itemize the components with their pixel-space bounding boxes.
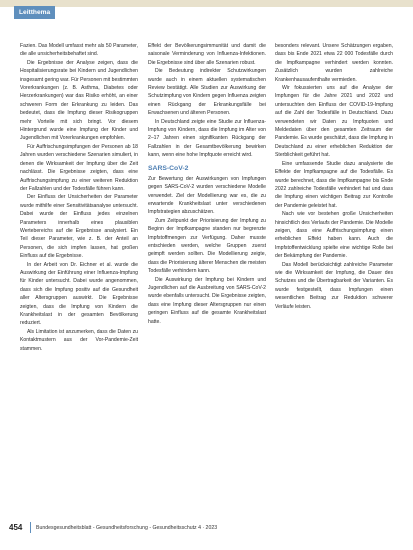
paragraph: Effekt der Bevölkerungsimmunität und damit die saisonale Verminderung von Influenza-Infektionen. Die Ergebnisse sind über alle Szenarien robust. (148, 43, 266, 66)
paragraph: Die Ergebnisse der Analyse zeigen, dass die Hospitalisierungsrate bei Kindern und Jugendlichen insgesamt gering war. Für Personen mit bestimmten Vorerkrankungen (z. B. Asthma, Diabetes oder Herzerkrankungen) war das Risiko erhöht, an einer schweren Form der Erkrankung zu leiden. Das bedeutet, dass die Impfung dieser Risikogruppen mehr Vorteile mit sich bringt. Vor diesem Hintergrund wurde eine Impfung der Kinder und Jugendlichen mit Vorerkrankungen empfohlen. (20, 59, 138, 142)
page-footer (0, 520, 413, 536)
paragraph: Zum Zeitpunkt der Priorisierung der Impfung zu Beginn der Impfkampagne standen nur begrenzte Impfstoffmengen zur Verfügung. Daher musste entschieden werden, welche Gruppen zuerst geimpft werden sollten. Die Modellierung zeigte, dass die Priorisierung älterer Menschen die meisten Todesfälle verhindern kann. (148, 217, 266, 275)
paragraph: In Deutschland zeigte eine Studie zur Influenza-Impfung von Kindern, dass die Impfung im Alter von 2–17 Jahren einen signifikanten Rückgang der Fallzahlen in der Gesamtbevölkerung bewirken kann, wenn eine hohe Impfquote erreicht wird. (148, 118, 266, 159)
paragraph: Als Limitation ist anzumerken, dass die Daten zu Kontaktmustern aus der Vor-Pandemie-Zeit stammen. (20, 328, 138, 352)
paragraph: In der Arbeit von Dr. Eichner et al. wurde die Auswirkung der Einführung einer Influenza-Impfung für Kinder untersucht. Dabei wurde angenommen, dass sich die Impfung positiv auf die Gesundheit aller Altersgruppen auswirkt. Die Ergebnisse zeigten, dass die Impfung von Kindern die Krankheitslast in der gesamten Bevölkerung reduziert. (20, 261, 138, 327)
text-column-2 (148, 42, 266, 326)
journal-citation: Bundesgesundheitsblatt - Gesundheitsforschung - Gesundheitsschutz 4 · 2023 (36, 525, 218, 531)
footer-divider (30, 522, 31, 533)
paragraph: Das Modell berücksichtigt zahlreiche Parameter wie die Wirksamkeit der Impfung, die Dauer des Schutzes und die Übertragbarkeit der Varianten. Es wurde festgestellt, dass Impfungen einen wesentlichen Beitrag zur Reduktion schwerer Verläufe leisten. (275, 261, 393, 310)
text-column-1 (20, 42, 138, 353)
section-heading: SARS-CoV-2 (148, 164, 189, 172)
paragraph: besonders relevant. Unsere Schätzungen ergaben, dass bis Ende 2021 etwa 22 000 Todesfälle durch die Impfkampagne verhindert werden konnten. Zusätzlich wurden zahlreiche Krankenhausaufenthalte vermieden. (275, 43, 393, 83)
paragraph: Fazien. Das Modell umfasst mehr als 50 Parameter, die alle unsicherheitsbehaftet sind. (20, 43, 138, 58)
page-number: 454 (9, 523, 23, 532)
top-color-band (0, 0, 413, 7)
paragraph: Eine umfassende Studie dazu analysierte die Effekte der Impfkampagne auf die Todesfälle. Es wurde berechnet, dass die Impfkampagne bis Ende 2022 zahlreiche Todesfälle verhindert hat und dass die Impfung einen wichtigen Beitrag zur Kontrolle der Pandemie geleistet hat. (275, 160, 393, 209)
paragraph: Die Auswirkung der Impfung bei Kindern und Jugendlichen auf die Ausbreitung von SARS-CoV-2 wurde ebenfalls untersucht. Die Ergebnisse zeigten, dass eine Impfung dieser Altersgruppen nur einen geringen Einfluss auf die gesamte Krankheitslast hatte. (148, 276, 266, 325)
paragraph: Die Bedeutung indirekter Schutzwirkungen wurde auch in einem aktuellen systematischen Review bestätigt. Alle Studien zur Auswirkung der Schutzimpfung von Kindern gegen Influenza zeigten einen Rückgang der Erkrankungsfälle bei Erwachsenen und älteren Personen. (148, 68, 266, 117)
text-column-3 (275, 42, 393, 311)
paragraph: Der Einfluss der Unsicherheiten der Parameter wurde mithilfe einer Sensitivitätsanalyse untersucht. Dabei wurde der Einfluss jedes einzelnen Parameters innerhalb eines plausiblen Wertebereichs auf die Ergebnisse analysiert. Ein Teil dieser Parameter, wie z. B. der Anteil an Personen, die sich impfen lassen, hat großen Einfluss auf die Ergebnisse. (20, 194, 138, 260)
section-topic-tag: Leitthema (14, 6, 55, 19)
paragraph: Nach wie vor bestehen große Unsicherheiten hinsichtlich des Verlaufs der Pandemie. Die Modelle zeigen, dass eine Auffrischungsimpfung einen erheblichen Effekt haben kann. Auch die Impfstoffentwicklung spielte eine wichtige Rolle bei der Bekämpfung der Pandemie. (275, 211, 393, 260)
paragraph: Für Auffrischungsimpfungen der Personen ab 18 Jahren wurden verschiedene Szenarien simuliert, in denen die Wirksamkeit der Impfung über die Zeit nachlässt. Die Ergebnisse zeigten, dass eine Auffrischungsimpfung zu einer weiteren Reduktion der Fallzahlen und der Todesfälle führen kann. (20, 143, 138, 192)
paragraph: Zur Bewertung der Auswirkungen von Impfungen gegen SARS-CoV-2 wurden verschiedene Modelle verwendet. Ziel der Modellierung war es, die zu erwartende Krankheitslast unter verschiedenen Impfstrategien abzuschätzen. (148, 175, 266, 216)
paragraph: Wir fokussierten uns auf die Analyse der Impfungen für die Jahre 2021 und 2022 und untersuchten den Einfluss der COVID-19-Impfung auf die Zahl der Todesfälle in Deutschland. Dazu verwendeten wir Daten zu Impfquoten und Meldedaten über den gesamten Zeitraum der Pandemie. Es wurde geschätzt, dass die Impfung in Deutschland zu einer erheblichen Reduktion der Sterblichkeit geführt hat. (275, 85, 393, 159)
